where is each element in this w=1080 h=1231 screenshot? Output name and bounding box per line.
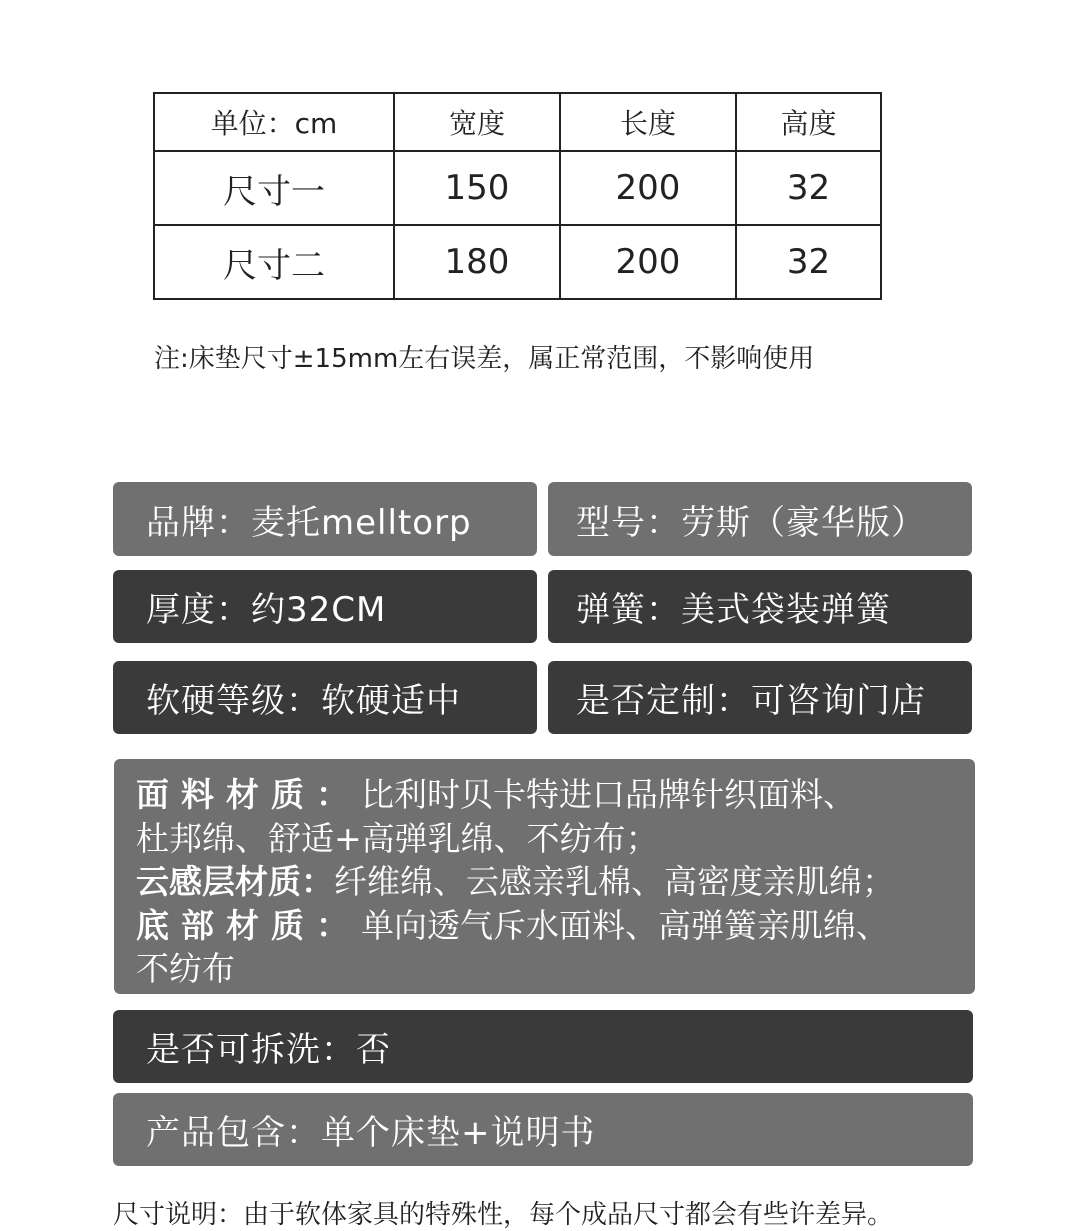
bottom-label: 底部材质： [136, 905, 361, 945]
washable-label: 是否可拆洗： [146, 1030, 356, 1070]
cloud-value: 纤维绵、云感亲乳棉、高密度亲肌绵； [334, 862, 895, 901]
model-label: 型号： [576, 502, 681, 543]
washable-value: 否 [356, 1030, 391, 1070]
row-label: 尺寸二 [154, 225, 394, 299]
header-width: 宽度 [394, 93, 560, 151]
washable-box [113, 1010, 973, 1083]
bottom-line [136, 904, 975, 948]
table-row [154, 225, 881, 299]
custom-box [548, 661, 972, 734]
height-cell: 32 [736, 225, 881, 299]
fabric-line-cont: 杜邦绵、舒适+高弹乳绵、不纺布； [136, 818, 659, 858]
fabric-label: 面料材质： [136, 775, 361, 814]
brand-value: 麦托melltorp [251, 502, 472, 543]
table-row [154, 151, 881, 225]
custom-value: 可咨询门店 [751, 681, 926, 721]
firmness-value: 软硬适中 [321, 681, 461, 721]
spring-label: 弹簧： [576, 590, 681, 630]
fabric-line [136, 773, 975, 817]
contents-box [113, 1093, 973, 1166]
row-label: 尺寸一 [154, 151, 394, 225]
header-height: 高度 [736, 93, 881, 151]
materials-box [114, 759, 975, 994]
size-explanation-note: 尺寸说明：由于软体家具的特殊性，每个成品尺寸都会有些许差异。 [113, 1200, 894, 1230]
fabric-value: 比利时贝卡特进口品牌针织面料、 [361, 775, 856, 814]
firmness-label: 软硬等级： [146, 681, 321, 721]
length-cell: 200 [560, 225, 736, 299]
width-cell: 150 [394, 151, 560, 225]
cloud-label: 云感层材质： [136, 862, 334, 901]
spring-value: 美式袋装弹簧 [681, 590, 891, 630]
bottom-line-cont: 不纺布 [136, 949, 235, 988]
model-box [548, 482, 972, 556]
header-unit: 单位：cm [154, 93, 394, 151]
height-cell: 32 [736, 151, 881, 225]
brand-label: 品牌： [146, 502, 251, 543]
bottom-value: 单向透气斥水面料、高弹簧亲肌绵、 [361, 905, 889, 945]
size-table [153, 92, 882, 300]
table-header-row [154, 93, 881, 151]
length-cell: 200 [560, 151, 736, 225]
thickness-box [113, 570, 537, 643]
firmness-box [113, 661, 537, 734]
cloud-line [136, 860, 975, 904]
size-tolerance-note: 注:床垫尺寸±15mm左右误差，属正常范围，不影响使用 [154, 344, 815, 374]
model-value: 劳斯（豪华版） [681, 502, 926, 543]
contents-label: 产品包含： [146, 1113, 321, 1153]
custom-label: 是否定制： [576, 681, 751, 721]
contents-value: 单个床垫+说明书 [321, 1113, 596, 1153]
thickness-label: 厚度： [146, 590, 251, 630]
brand-box [113, 482, 537, 556]
width-cell: 180 [394, 225, 560, 299]
spring-box [548, 570, 972, 643]
header-length: 长度 [560, 93, 736, 151]
thickness-value: 约32CM [251, 590, 387, 630]
